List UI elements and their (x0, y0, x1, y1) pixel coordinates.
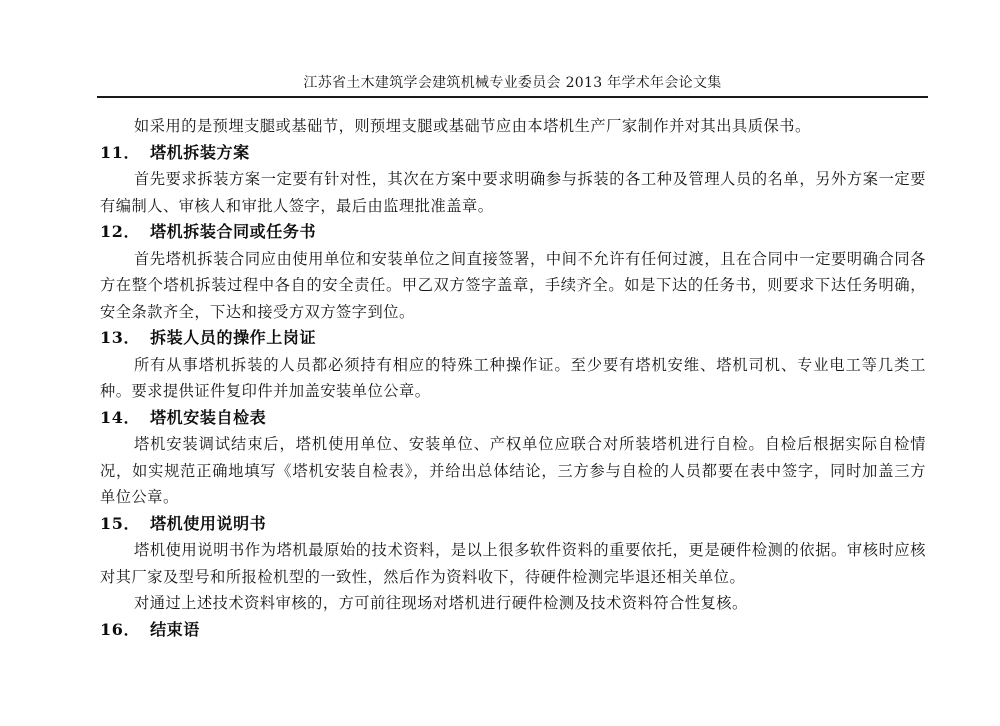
section-title: 拆装人员的操作上岗证 (150, 328, 317, 347)
section-title: 塔机拆装合同或任务书 (150, 222, 317, 241)
section-paragraph: 塔机使用说明书作为塔机最原始的技术资料，是以上很多软件资料的重要依托，更是硬件检测的依据。审核时应核对其厂家及型号和所报检机型的一致性，然后作为资料收下，待硬件检测完毕退还相关单位。 (100, 541, 926, 586)
section-paragraph: 对通过上述技术资料审核的，方可前往现场对塔机进行硬件检测及技术资料符合性复核。 (134, 594, 748, 612)
section-15 (100, 511, 926, 617)
section-heading (100, 219, 926, 246)
section-11 (100, 140, 926, 220)
section-number: 15． (100, 513, 141, 533)
section-title: 塔机拆装方案 (150, 142, 250, 162)
section-heading (100, 325, 926, 352)
section-heading (100, 617, 926, 644)
section-16 (100, 617, 926, 644)
section-number: 12． (100, 222, 141, 241)
section-number: 11． (100, 142, 141, 162)
section-title: 塔机使用说明书 (150, 513, 267, 533)
section-paragraph: 首先要求拆装方案一定要有针对性，其次在方案中要求明确参与拆装的各工种及管理人员的名单，另外方案一定要有编制人、审核人和审批人签字，最后由监理批准盖章。 (100, 170, 926, 215)
section-paragraph: 所有从事塔机拆装的人员都必须持有相应的特殊工种操作证。至少要有塔机安维、塔机司机、专业电工等几类工种。要求提供证件复印件并加盖安装单位公章。 (100, 355, 926, 400)
section-paragraph: 首先塔机拆装合同应由使用单位和安装单位之间直接签署，中间不允许有任何过渡，且在合同中一定要明确合同各方在整个塔机拆装过程中各自的安全责任。甲乙双方签字盖章，手续齐全。如是下达的任务书，则要求下达任务明确，安全条款齐全，下达和接受方双方签字到位。 (100, 249, 926, 321)
section-title: 塔机安装自检表 (150, 407, 267, 427)
intro-paragraph: 如采用的是预埋支腿或基础节，则预埋支腿或基础节应由本塔机生产厂家制作并对其出具质保书。 (134, 117, 811, 135)
section-number: 14． (100, 407, 141, 427)
running-header-title: 江苏省土木建筑学会建筑机械专业委员会 2013 年学术年会论文集 (303, 75, 722, 91)
section-heading (100, 405, 926, 432)
section-14 (100, 405, 926, 511)
section-title: 结束语 (150, 619, 200, 639)
section-paragraph: 塔机安装调试结束后，塔机使用单位、安装单位、产权单位应联合对所装塔机进行自检。自检后根据实际自检情况，如实规范正确地填写《塔机安装自检表》，并给出总体结论，三方参与自检的人员都要在表中签字，同时加盖三方单位公章。 (100, 435, 926, 506)
section-heading (100, 511, 926, 538)
section-12 (100, 219, 926, 325)
document-body (100, 113, 926, 643)
section-number: 13． (100, 328, 141, 347)
section-heading (100, 140, 926, 167)
running-header (97, 72, 928, 98)
section-number: 16． (100, 619, 141, 639)
section-13 (100, 325, 926, 405)
